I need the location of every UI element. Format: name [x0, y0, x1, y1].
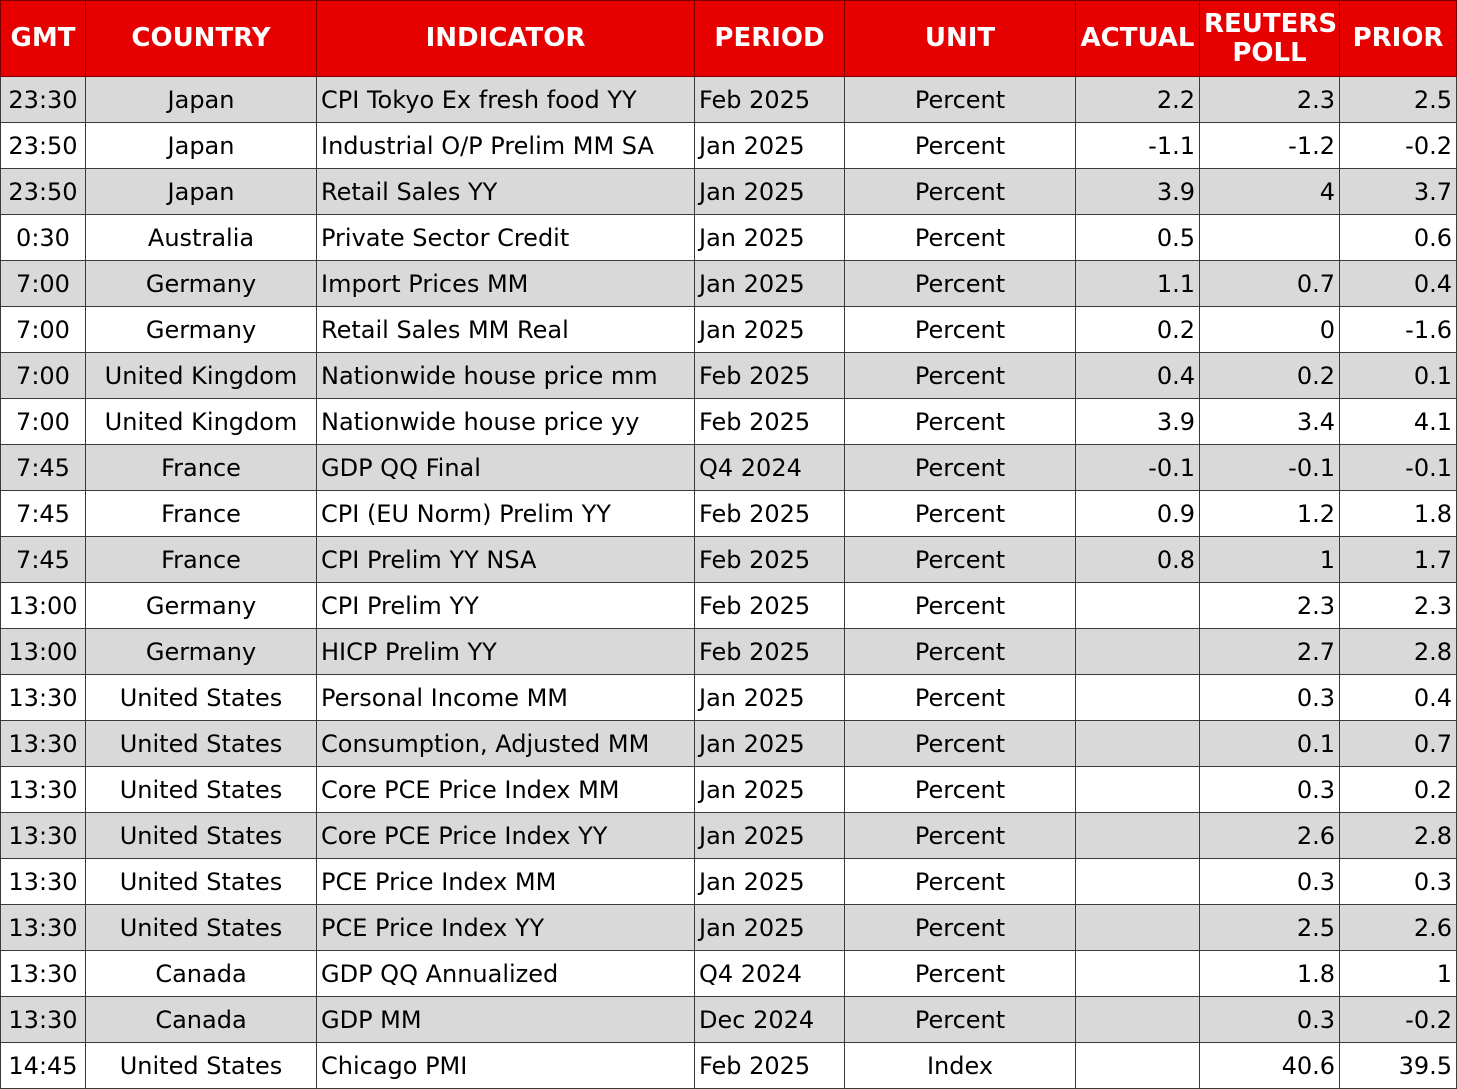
table-row [1, 537, 1457, 583]
cell-indicator: Consumption, Adjusted MM [317, 721, 695, 767]
cell-reuters-poll: 2.5 [1200, 905, 1340, 951]
cell-reuters-poll: -1.2 [1200, 123, 1340, 169]
cell-unit: Percent [845, 261, 1076, 307]
cell-country: Japan [86, 169, 317, 215]
cell-period: Jan 2025 [695, 813, 845, 859]
cell-country: Germany [86, 629, 317, 675]
cell-country: United States [86, 1043, 317, 1089]
cell-gmt: 7:45 [1, 491, 86, 537]
cell-unit: Percent [845, 905, 1076, 951]
table-row [1, 629, 1457, 675]
cell-country: United Kingdom [86, 353, 317, 399]
cell-unit: Index [845, 1043, 1076, 1089]
cell-prior: 3.7 [1340, 169, 1457, 215]
cell-reuters-poll: 0.3 [1200, 675, 1340, 721]
cell-indicator: CPI Prelim YY NSA [317, 537, 695, 583]
cell-unit: Percent [845, 767, 1076, 813]
cell-gmt: 7:45 [1, 445, 86, 491]
cell-period: Feb 2025 [695, 77, 845, 123]
cell-reuters-poll: 1 [1200, 537, 1340, 583]
cell-unit: Percent [845, 215, 1076, 261]
cell-country: United States [86, 767, 317, 813]
cell-reuters-poll: 0.3 [1200, 997, 1340, 1043]
cell-actual [1076, 905, 1200, 951]
cell-actual [1076, 1043, 1200, 1089]
cell-country: United States [86, 721, 317, 767]
cell-indicator: HICP Prelim YY [317, 629, 695, 675]
cell-unit: Percent [845, 399, 1076, 445]
header-prior: PRIOR [1340, 1, 1457, 77]
cell-period: Feb 2025 [695, 353, 845, 399]
table-header [1, 1, 1457, 77]
header-poll-line2: POLL [1232, 37, 1307, 68]
cell-actual [1076, 675, 1200, 721]
cell-unit: Percent [845, 859, 1076, 905]
cell-period: Jan 2025 [695, 675, 845, 721]
cell-indicator: GDP QQ Final [317, 445, 695, 491]
cell-country: United States [86, 905, 317, 951]
cell-prior: 39.5 [1340, 1043, 1457, 1089]
cell-actual: 3.9 [1076, 399, 1200, 445]
cell-country: Germany [86, 307, 317, 353]
cell-indicator: Core PCE Price Index YY [317, 813, 695, 859]
cell-gmt: 13:30 [1, 951, 86, 997]
cell-reuters-poll [1200, 215, 1340, 261]
cell-prior: 1 [1340, 951, 1457, 997]
cell-indicator: Import Prices MM [317, 261, 695, 307]
cell-prior: 0.2 [1340, 767, 1457, 813]
cell-indicator: GDP QQ Annualized [317, 951, 695, 997]
cell-unit: Percent [845, 675, 1076, 721]
header-poll-line1: REUTERS [1204, 9, 1338, 40]
cell-reuters-poll: 0.3 [1200, 767, 1340, 813]
cell-period: Jan 2025 [695, 767, 845, 813]
cell-period: Feb 2025 [695, 583, 845, 629]
table-row [1, 445, 1457, 491]
cell-prior: 1.7 [1340, 537, 1457, 583]
table-row [1, 215, 1457, 261]
cell-reuters-poll: 2.3 [1200, 77, 1340, 123]
cell-prior: 2.3 [1340, 583, 1457, 629]
cell-indicator: PCE Price Index YY [317, 905, 695, 951]
cell-gmt: 23:30 [1, 77, 86, 123]
cell-prior: -0.2 [1340, 997, 1457, 1043]
cell-actual [1076, 951, 1200, 997]
cell-period: Jan 2025 [695, 721, 845, 767]
cell-prior: 0.1 [1340, 353, 1457, 399]
cell-period: Feb 2025 [695, 491, 845, 537]
cell-country: France [86, 491, 317, 537]
cell-gmt: 13:30 [1, 767, 86, 813]
cell-period: Jan 2025 [695, 859, 845, 905]
table-row [1, 169, 1457, 215]
header-country: COUNTRY [86, 1, 317, 77]
table-row [1, 353, 1457, 399]
cell-indicator: GDP MM [317, 997, 695, 1043]
cell-unit: Percent [845, 721, 1076, 767]
cell-gmt: 13:00 [1, 629, 86, 675]
cell-gmt: 13:00 [1, 583, 86, 629]
cell-indicator: Personal Income MM [317, 675, 695, 721]
cell-prior: 2.5 [1340, 77, 1457, 123]
cell-prior: 0.3 [1340, 859, 1457, 905]
cell-gmt: 7:00 [1, 261, 86, 307]
cell-gmt: 7:45 [1, 537, 86, 583]
cell-period: Feb 2025 [695, 1043, 845, 1089]
cell-prior: -0.2 [1340, 123, 1457, 169]
cell-actual [1076, 767, 1200, 813]
cell-country: Japan [86, 123, 317, 169]
cell-unit: Percent [845, 445, 1076, 491]
cell-country: United States [86, 813, 317, 859]
cell-period: Jan 2025 [695, 123, 845, 169]
cell-reuters-poll: 2.7 [1200, 629, 1340, 675]
cell-indicator: Industrial O/P Prelim MM SA [317, 123, 695, 169]
cell-indicator: Retail Sales MM Real [317, 307, 695, 353]
cell-actual: -0.1 [1076, 445, 1200, 491]
cell-gmt: 23:50 [1, 123, 86, 169]
cell-actual: 0.8 [1076, 537, 1200, 583]
cell-unit: Percent [845, 537, 1076, 583]
cell-period: Jan 2025 [695, 215, 845, 261]
table-row [1, 859, 1457, 905]
header-gmt: GMT [1, 1, 86, 77]
header-row [1, 1, 1457, 77]
cell-reuters-poll: 2.3 [1200, 583, 1340, 629]
header-actual: ACTUAL [1076, 1, 1200, 77]
cell-unit: Percent [845, 583, 1076, 629]
cell-reuters-poll: 0.2 [1200, 353, 1340, 399]
cell-period: Jan 2025 [695, 169, 845, 215]
cell-reuters-poll: 0.1 [1200, 721, 1340, 767]
cell-gmt: 13:30 [1, 905, 86, 951]
table-row [1, 951, 1457, 997]
cell-reuters-poll: 2.6 [1200, 813, 1340, 859]
cell-prior: 0.7 [1340, 721, 1457, 767]
table-row [1, 123, 1457, 169]
table-row [1, 399, 1457, 445]
cell-gmt: 13:30 [1, 813, 86, 859]
cell-prior: 0.4 [1340, 261, 1457, 307]
cell-prior: -1.6 [1340, 307, 1457, 353]
cell-period: Q4 2024 [695, 445, 845, 491]
cell-actual [1076, 629, 1200, 675]
cell-unit: Percent [845, 951, 1076, 997]
cell-country: Japan [86, 77, 317, 123]
cell-prior: 2.8 [1340, 629, 1457, 675]
cell-indicator: Nationwide house price yy [317, 399, 695, 445]
header-unit: UNIT [845, 1, 1076, 77]
cell-country: France [86, 445, 317, 491]
cell-prior: 1.8 [1340, 491, 1457, 537]
cell-gmt: 7:00 [1, 353, 86, 399]
cell-period: Jan 2025 [695, 307, 845, 353]
cell-prior: 2.6 [1340, 905, 1457, 951]
table-row [1, 261, 1457, 307]
cell-indicator: Private Sector Credit [317, 215, 695, 261]
table-row [1, 583, 1457, 629]
cell-period: Dec 2024 [695, 997, 845, 1043]
cell-gmt: 13:30 [1, 721, 86, 767]
cell-indicator: CPI Prelim YY [317, 583, 695, 629]
cell-reuters-poll: 1.2 [1200, 491, 1340, 537]
cell-gmt: 14:45 [1, 1043, 86, 1089]
cell-actual: 1.1 [1076, 261, 1200, 307]
cell-indicator: Retail Sales YY [317, 169, 695, 215]
cell-country: France [86, 537, 317, 583]
cell-gmt: 0:30 [1, 215, 86, 261]
cell-reuters-poll: 40.6 [1200, 1043, 1340, 1089]
cell-unit: Percent [845, 77, 1076, 123]
cell-indicator: Chicago PMI [317, 1043, 695, 1089]
cell-period: Feb 2025 [695, 399, 845, 445]
cell-prior: -0.1 [1340, 445, 1457, 491]
cell-country: United Kingdom [86, 399, 317, 445]
cell-reuters-poll: 4 [1200, 169, 1340, 215]
cell-country: United States [86, 859, 317, 905]
cell-unit: Percent [845, 629, 1076, 675]
cell-actual [1076, 859, 1200, 905]
cell-indicator: Nationwide house price mm [317, 353, 695, 399]
header-period: PERIOD [695, 1, 845, 77]
cell-indicator: Core PCE Price Index MM [317, 767, 695, 813]
table-row [1, 491, 1457, 537]
cell-actual [1076, 997, 1200, 1043]
cell-reuters-poll: -0.1 [1200, 445, 1340, 491]
cell-actual: 0.5 [1076, 215, 1200, 261]
cell-country: Canada [86, 951, 317, 997]
cell-country: Canada [86, 997, 317, 1043]
table-row [1, 905, 1457, 951]
header-indicator: INDICATOR [317, 1, 695, 77]
table-row [1, 767, 1457, 813]
cell-indicator: PCE Price Index MM [317, 859, 695, 905]
cell-actual [1076, 583, 1200, 629]
cell-reuters-poll: 3.4 [1200, 399, 1340, 445]
table-row [1, 307, 1457, 353]
cell-actual: -1.1 [1076, 123, 1200, 169]
cell-reuters-poll: 0.7 [1200, 261, 1340, 307]
cell-reuters-poll: 1.8 [1200, 951, 1340, 997]
table-row [1, 675, 1457, 721]
cell-actual: 0.2 [1076, 307, 1200, 353]
cell-actual [1076, 813, 1200, 859]
cell-period: Feb 2025 [695, 537, 845, 583]
cell-prior: 0.4 [1340, 675, 1457, 721]
cell-actual: 0.9 [1076, 491, 1200, 537]
table-row [1, 1043, 1457, 1089]
cell-country: United States [86, 675, 317, 721]
cell-prior: 2.8 [1340, 813, 1457, 859]
cell-country: Australia [86, 215, 317, 261]
cell-actual: 2.2 [1076, 77, 1200, 123]
cell-gmt: 13:30 [1, 859, 86, 905]
cell-unit: Percent [845, 353, 1076, 399]
cell-gmt: 23:50 [1, 169, 86, 215]
cell-unit: Percent [845, 491, 1076, 537]
table-body [1, 77, 1457, 1089]
header-reuters-poll [1200, 1, 1340, 77]
cell-actual: 3.9 [1076, 169, 1200, 215]
cell-unit: Percent [845, 813, 1076, 859]
cell-actual: 0.4 [1076, 353, 1200, 399]
table-row [1, 77, 1457, 123]
table-row [1, 813, 1457, 859]
cell-gmt: 13:30 [1, 997, 86, 1043]
cell-period: Jan 2025 [695, 261, 845, 307]
cell-prior: 4.1 [1340, 399, 1457, 445]
cell-prior: 0.6 [1340, 215, 1457, 261]
cell-reuters-poll: 0 [1200, 307, 1340, 353]
table-row [1, 997, 1457, 1043]
cell-gmt: 13:30 [1, 675, 86, 721]
cell-gmt: 7:00 [1, 307, 86, 353]
cell-reuters-poll: 0.3 [1200, 859, 1340, 905]
cell-indicator: CPI Tokyo Ex fresh food YY [317, 77, 695, 123]
table-row [1, 721, 1457, 767]
cell-period: Feb 2025 [695, 629, 845, 675]
cell-unit: Percent [845, 307, 1076, 353]
cell-unit: Percent [845, 169, 1076, 215]
cell-country: Germany [86, 583, 317, 629]
cell-unit: Percent [845, 123, 1076, 169]
cell-period: Q4 2024 [695, 951, 845, 997]
cell-gmt: 7:00 [1, 399, 86, 445]
cell-actual [1076, 721, 1200, 767]
cell-period: Jan 2025 [695, 905, 845, 951]
cell-country: Germany [86, 261, 317, 307]
cell-unit: Percent [845, 997, 1076, 1043]
cell-indicator: CPI (EU Norm) Prelim YY [317, 491, 695, 537]
